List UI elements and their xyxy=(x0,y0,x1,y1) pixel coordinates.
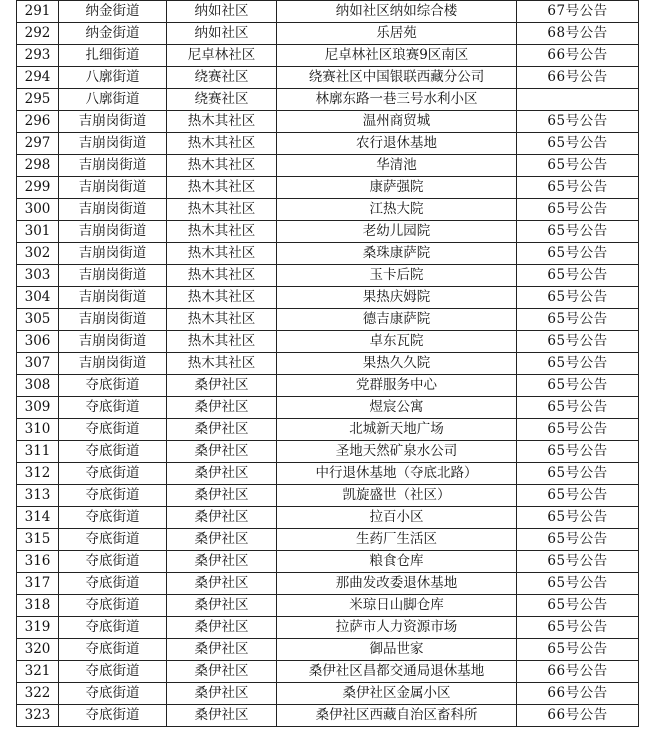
community-cell: 桑伊社区 xyxy=(167,573,277,595)
row-number-cell: 294 xyxy=(17,67,59,89)
table-row xyxy=(17,221,639,243)
row-number-cell: 316 xyxy=(17,551,59,573)
notice-cell: 65号公告 xyxy=(517,331,639,353)
location-cell: 华清池 xyxy=(277,155,517,177)
table-row xyxy=(17,463,639,485)
notice-cell: 66号公告 xyxy=(517,683,639,705)
table-row xyxy=(17,419,639,441)
row-number-cell: 295 xyxy=(17,89,59,111)
row-number-cell: 321 xyxy=(17,661,59,683)
notice-cell: 65号公告 xyxy=(517,309,639,331)
row-number-cell: 298 xyxy=(17,155,59,177)
location-cell: 桑珠康萨院 xyxy=(277,243,517,265)
location-cell: 德吉康萨院 xyxy=(277,309,517,331)
table-row xyxy=(17,595,639,617)
community-cell: 热木其社区 xyxy=(167,177,277,199)
notice-cell: 65号公告 xyxy=(517,419,639,441)
row-number-cell: 291 xyxy=(17,1,59,23)
table-row xyxy=(17,287,639,309)
street-cell: 夺底街道 xyxy=(59,507,167,529)
row-number-cell: 308 xyxy=(17,375,59,397)
table-row xyxy=(17,45,639,67)
table-row xyxy=(17,1,639,23)
community-cell: 热木其社区 xyxy=(167,243,277,265)
community-cell: 绕赛社区 xyxy=(167,67,277,89)
notice-cell: 65号公告 xyxy=(517,573,639,595)
street-cell: 吉崩岗街道 xyxy=(59,353,167,375)
table-row xyxy=(17,89,639,111)
row-number-cell: 297 xyxy=(17,133,59,155)
street-cell: 夺底街道 xyxy=(59,419,167,441)
table-row xyxy=(17,23,639,45)
notice-cell: 65号公告 xyxy=(517,177,639,199)
row-number-cell: 292 xyxy=(17,23,59,45)
location-cell: 林廓东路一巷三号水利小区 xyxy=(277,89,517,111)
row-number-cell: 314 xyxy=(17,507,59,529)
community-cell: 热木其社区 xyxy=(167,353,277,375)
street-cell: 吉崩岗街道 xyxy=(59,243,167,265)
community-cell: 热木其社区 xyxy=(167,265,277,287)
location-cell: 桑伊社区西藏自治区畜科所 xyxy=(277,705,517,727)
row-number-cell: 311 xyxy=(17,441,59,463)
street-cell: 夺底街道 xyxy=(59,485,167,507)
row-number-cell: 317 xyxy=(17,573,59,595)
table-row xyxy=(17,375,639,397)
table-row xyxy=(17,705,639,727)
row-number-cell: 302 xyxy=(17,243,59,265)
street-cell: 吉崩岗街道 xyxy=(59,133,167,155)
location-cell: 党群服务中心 xyxy=(277,375,517,397)
location-cell: 那曲发改委退休基地 xyxy=(277,573,517,595)
table-row xyxy=(17,177,639,199)
street-cell: 吉崩岗街道 xyxy=(59,199,167,221)
notice-cell: 66号公告 xyxy=(517,45,639,67)
location-cell: 绕赛社区中国银联西藏分公司 xyxy=(277,67,517,89)
community-cell: 桑伊社区 xyxy=(167,485,277,507)
street-cell: 夺底街道 xyxy=(59,573,167,595)
notice-cell: 66号公告 xyxy=(517,705,639,727)
table-row xyxy=(17,617,639,639)
notice-cell: 65号公告 xyxy=(517,155,639,177)
street-cell: 夺底街道 xyxy=(59,529,167,551)
row-number-cell: 310 xyxy=(17,419,59,441)
row-number-cell: 313 xyxy=(17,485,59,507)
table-row xyxy=(17,155,639,177)
community-cell: 桑伊社区 xyxy=(167,551,277,573)
row-number-cell: 315 xyxy=(17,529,59,551)
notice-cell xyxy=(517,89,639,111)
row-number-cell: 300 xyxy=(17,199,59,221)
location-cell: 桑伊社区昌都交通局退休基地 xyxy=(277,661,517,683)
location-cell: 玉卡后院 xyxy=(277,265,517,287)
street-cell: 纳金街道 xyxy=(59,1,167,23)
community-cell: 热木其社区 xyxy=(167,287,277,309)
table-row xyxy=(17,331,639,353)
street-cell: 夺底街道 xyxy=(59,617,167,639)
location-cell: 中行退休基地（夺底北路） xyxy=(277,463,517,485)
location-cell: 尼卓林社区琅赛9区南区 xyxy=(277,45,517,67)
community-cell: 热木其社区 xyxy=(167,111,277,133)
location-cell: 乐居苑 xyxy=(277,23,517,45)
row-number-cell: 307 xyxy=(17,353,59,375)
row-number-cell: 323 xyxy=(17,705,59,727)
location-cell: 北城新天地广场 xyxy=(277,419,517,441)
notice-cell: 65号公告 xyxy=(517,199,639,221)
community-cell: 热木其社区 xyxy=(167,331,277,353)
table-row xyxy=(17,353,639,375)
row-number-cell: 299 xyxy=(17,177,59,199)
location-cell: 纳如社区纳如综合楼 xyxy=(277,1,517,23)
location-cell: 生药厂生活区 xyxy=(277,529,517,551)
community-cell: 桑伊社区 xyxy=(167,705,277,727)
location-cell: 农行退休基地 xyxy=(277,133,517,155)
notice-cell: 66号公告 xyxy=(517,661,639,683)
row-number-cell: 301 xyxy=(17,221,59,243)
notice-cell: 65号公告 xyxy=(517,507,639,529)
community-cell: 桑伊社区 xyxy=(167,661,277,683)
street-cell: 纳金街道 xyxy=(59,23,167,45)
notice-cell: 65号公告 xyxy=(517,639,639,661)
street-cell: 夺底街道 xyxy=(59,463,167,485)
street-cell: 夺底街道 xyxy=(59,639,167,661)
table-row xyxy=(17,309,639,331)
notice-cell: 65号公告 xyxy=(517,617,639,639)
row-number-cell: 322 xyxy=(17,683,59,705)
location-cell: 粮食仓库 xyxy=(277,551,517,573)
notice-cell: 65号公告 xyxy=(517,243,639,265)
notice-cell: 65号公告 xyxy=(517,133,639,155)
table-row xyxy=(17,529,639,551)
street-cell: 八廓街道 xyxy=(59,67,167,89)
street-cell: 夺底街道 xyxy=(59,397,167,419)
row-number-cell: 304 xyxy=(17,287,59,309)
document-table-page xyxy=(16,0,638,727)
row-number-cell: 319 xyxy=(17,617,59,639)
street-cell: 夺底街道 xyxy=(59,375,167,397)
location-cell: 果热庆姆院 xyxy=(277,287,517,309)
street-cell: 夺底街道 xyxy=(59,551,167,573)
notice-cell: 65号公告 xyxy=(517,375,639,397)
table-row xyxy=(17,111,639,133)
notice-cell: 65号公告 xyxy=(517,441,639,463)
notice-cell: 65号公告 xyxy=(517,353,639,375)
location-cell: 御品世家 xyxy=(277,639,517,661)
street-cell: 八廓街道 xyxy=(59,89,167,111)
row-number-cell: 306 xyxy=(17,331,59,353)
street-cell: 夺底街道 xyxy=(59,661,167,683)
row-number-cell: 318 xyxy=(17,595,59,617)
community-cell: 桑伊社区 xyxy=(167,507,277,529)
table-row xyxy=(17,397,639,419)
table-row xyxy=(17,243,639,265)
location-cell: 温州商贸城 xyxy=(277,111,517,133)
table-row xyxy=(17,199,639,221)
community-cell: 热木其社区 xyxy=(167,155,277,177)
street-cell: 吉崩岗街道 xyxy=(59,221,167,243)
row-number-cell: 312 xyxy=(17,463,59,485)
street-cell: 吉崩岗街道 xyxy=(59,265,167,287)
notice-cell: 65号公告 xyxy=(517,595,639,617)
community-cell: 桑伊社区 xyxy=(167,441,277,463)
notice-cell: 65号公告 xyxy=(517,485,639,507)
community-cell: 桑伊社区 xyxy=(167,529,277,551)
table-row xyxy=(17,661,639,683)
row-number-cell: 320 xyxy=(17,639,59,661)
notice-cell: 65号公告 xyxy=(517,265,639,287)
notice-cell: 65号公告 xyxy=(517,529,639,551)
table-body xyxy=(17,1,639,727)
row-number-cell: 309 xyxy=(17,397,59,419)
community-cell: 桑伊社区 xyxy=(167,375,277,397)
street-cell: 吉崩岗街道 xyxy=(59,177,167,199)
community-cell: 桑伊社区 xyxy=(167,639,277,661)
community-cell: 桑伊社区 xyxy=(167,617,277,639)
community-cell: 热木其社区 xyxy=(167,199,277,221)
notice-cell: 65号公告 xyxy=(517,551,639,573)
community-cell: 桑伊社区 xyxy=(167,397,277,419)
notice-cell: 65号公告 xyxy=(517,221,639,243)
street-cell: 扎细街道 xyxy=(59,45,167,67)
location-cell: 凯旋盛世（社区） xyxy=(277,485,517,507)
table-row xyxy=(17,639,639,661)
row-number-cell: 303 xyxy=(17,265,59,287)
table-row xyxy=(17,507,639,529)
street-cell: 吉崩岗街道 xyxy=(59,155,167,177)
table-row xyxy=(17,67,639,89)
community-cell: 尼卓林社区 xyxy=(167,45,277,67)
table-row xyxy=(17,265,639,287)
notice-cell: 66号公告 xyxy=(517,67,639,89)
community-cell: 桑伊社区 xyxy=(167,463,277,485)
notice-table xyxy=(16,0,639,727)
street-cell: 夺底街道 xyxy=(59,441,167,463)
street-cell: 夺底街道 xyxy=(59,595,167,617)
community-cell: 桑伊社区 xyxy=(167,683,277,705)
street-cell: 吉崩岗街道 xyxy=(59,331,167,353)
notice-cell: 67号公告 xyxy=(517,1,639,23)
location-cell: 康萨强院 xyxy=(277,177,517,199)
location-cell: 米琼日山脚仓库 xyxy=(277,595,517,617)
street-cell: 吉崩岗街道 xyxy=(59,287,167,309)
location-cell: 卓东瓦院 xyxy=(277,331,517,353)
community-cell: 桑伊社区 xyxy=(167,595,277,617)
community-cell: 热木其社区 xyxy=(167,309,277,331)
table-row xyxy=(17,441,639,463)
community-cell: 热木其社区 xyxy=(167,133,277,155)
table-row xyxy=(17,551,639,573)
community-cell: 热木其社区 xyxy=(167,221,277,243)
community-cell: 绕赛社区 xyxy=(167,89,277,111)
row-number-cell: 296 xyxy=(17,111,59,133)
row-number-cell: 293 xyxy=(17,45,59,67)
notice-cell: 65号公告 xyxy=(517,287,639,309)
street-cell: 吉崩岗街道 xyxy=(59,309,167,331)
street-cell: 夺底街道 xyxy=(59,683,167,705)
location-cell: 老幼儿园院 xyxy=(277,221,517,243)
table-row xyxy=(17,133,639,155)
location-cell: 煜宸公寓 xyxy=(277,397,517,419)
table-row xyxy=(17,683,639,705)
row-number-cell: 305 xyxy=(17,309,59,331)
street-cell: 夺底街道 xyxy=(59,705,167,727)
community-cell: 纳如社区 xyxy=(167,1,277,23)
location-cell: 圣地天然矿泉水公司 xyxy=(277,441,517,463)
location-cell: 拉萨市人力资源市场 xyxy=(277,617,517,639)
table-row xyxy=(17,573,639,595)
community-cell: 纳如社区 xyxy=(167,23,277,45)
notice-cell: 65号公告 xyxy=(517,397,639,419)
notice-cell: 65号公告 xyxy=(517,111,639,133)
location-cell: 桑伊社区金属小区 xyxy=(277,683,517,705)
notice-cell: 65号公告 xyxy=(517,463,639,485)
table-row xyxy=(17,485,639,507)
street-cell: 吉崩岗街道 xyxy=(59,111,167,133)
community-cell: 桑伊社区 xyxy=(167,419,277,441)
notice-cell: 68号公告 xyxy=(517,23,639,45)
location-cell: 果热久久院 xyxy=(277,353,517,375)
location-cell: 拉百小区 xyxy=(277,507,517,529)
location-cell: 江热大院 xyxy=(277,199,517,221)
